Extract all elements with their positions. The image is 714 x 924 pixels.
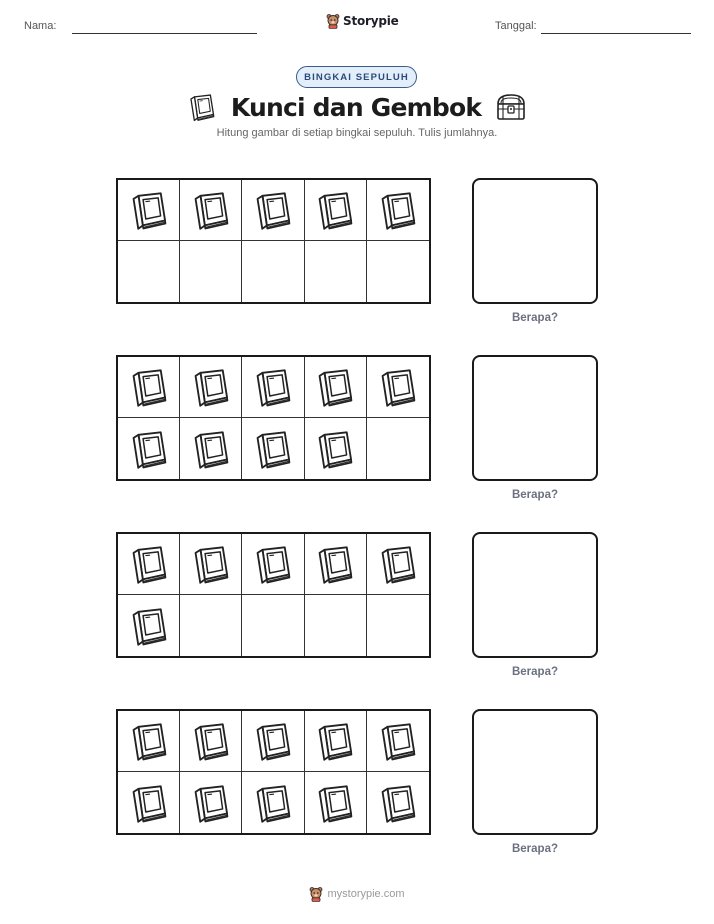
frame-cell	[367, 180, 429, 241]
book-icon	[190, 782, 232, 824]
book-icon	[314, 720, 356, 762]
book-icon	[128, 189, 170, 231]
book-icon	[314, 189, 356, 231]
footer	[0, 886, 714, 902]
date-line[interactable]	[541, 33, 691, 34]
frame-cell	[118, 241, 180, 302]
frame-cell	[305, 534, 367, 595]
name-label: Nama:	[24, 20, 57, 32]
frame-cell	[305, 418, 367, 479]
frame-cell	[242, 772, 304, 833]
ten-frame-3	[116, 532, 431, 658]
frame-cell	[180, 772, 242, 833]
frame-cell	[242, 241, 304, 302]
frame-cell	[305, 772, 367, 833]
book-icon	[128, 720, 170, 762]
ten-frame-1	[116, 178, 431, 304]
answer-prompt-1: Berapa?	[511, 312, 559, 324]
frame-cell	[367, 595, 429, 656]
book-icon	[314, 428, 356, 470]
frame-cell	[367, 711, 429, 772]
frame-cell	[118, 357, 180, 418]
frame-cell	[367, 241, 429, 302]
answer-box-2[interactable]	[472, 355, 598, 481]
name-line[interactable]	[72, 33, 257, 34]
answer-box-1[interactable]	[472, 178, 598, 304]
frame-cell	[180, 418, 242, 479]
page-title: Kunci dan Gembok	[230, 92, 482, 122]
book-icon	[128, 428, 170, 470]
frame-cell	[305, 241, 367, 302]
frame-cell	[118, 180, 180, 241]
frame-cell	[367, 357, 429, 418]
book-icon	[377, 543, 419, 585]
book-icon	[190, 366, 232, 408]
answer-prompt-2: Berapa?	[511, 489, 559, 501]
book-icon	[377, 189, 419, 231]
book-icon	[314, 543, 356, 585]
book-icon	[377, 720, 419, 762]
book-icon	[377, 782, 419, 824]
frame-cell	[242, 180, 304, 241]
footer-url: mystorypie.com	[327, 888, 405, 900]
frame-cell	[305, 711, 367, 772]
book-icon	[252, 543, 294, 585]
book-icon	[187, 92, 217, 122]
book-icon	[128, 782, 170, 824]
date-label: Tanggal:	[495, 20, 537, 32]
answer-box-3[interactable]	[472, 532, 598, 658]
book-icon	[252, 366, 294, 408]
book-icon	[190, 543, 232, 585]
frame-cell	[305, 595, 367, 656]
book-icon	[128, 543, 170, 585]
title-row	[0, 92, 714, 122]
answer-prompt-3: Berapa?	[511, 666, 559, 678]
answer-prompt-4: Berapa?	[511, 843, 559, 855]
frame-cell	[180, 595, 242, 656]
book-icon	[190, 720, 232, 762]
book-icon	[252, 189, 294, 231]
frame-cell	[180, 534, 242, 595]
category-badge: BINGKAI SEPULUH	[296, 66, 417, 88]
frame-cell	[305, 357, 367, 418]
frame-cell	[305, 180, 367, 241]
brand-name: Storypie	[343, 14, 399, 28]
frame-cell	[242, 357, 304, 418]
book-icon	[128, 366, 170, 408]
brand-logo	[326, 13, 399, 29]
frame-cell	[180, 180, 242, 241]
book-icon	[314, 366, 356, 408]
frame-cell	[242, 595, 304, 656]
book-icon	[314, 782, 356, 824]
frame-cell	[180, 711, 242, 772]
frame-cell	[118, 595, 180, 656]
frame-cell	[367, 534, 429, 595]
frame-cell	[242, 711, 304, 772]
book-icon	[252, 720, 294, 762]
book-icon	[252, 428, 294, 470]
book-icon	[128, 605, 170, 647]
ten-frame-2	[116, 355, 431, 481]
bear-mascot-icon	[309, 886, 323, 902]
book-icon	[190, 189, 232, 231]
book-icon	[377, 366, 419, 408]
book-icon	[252, 782, 294, 824]
instructions: Hitung gambar di setiap bingkai sepuluh. Tulis jumlahnya.	[216, 127, 498, 139]
bear-mascot-icon	[326, 13, 340, 29]
frame-cell	[118, 418, 180, 479]
frame-cell	[242, 534, 304, 595]
frame-cell	[242, 418, 304, 479]
frame-cell	[118, 534, 180, 595]
frame-cell	[118, 711, 180, 772]
frame-cell	[367, 418, 429, 479]
frame-cell	[180, 241, 242, 302]
frame-cell	[367, 772, 429, 833]
book-icon	[190, 428, 232, 470]
frame-cell	[118, 772, 180, 833]
treasure-chest-icon	[495, 92, 527, 122]
ten-frame-4	[116, 709, 431, 835]
frame-cell	[180, 357, 242, 418]
answer-box-4[interactable]	[472, 709, 598, 835]
